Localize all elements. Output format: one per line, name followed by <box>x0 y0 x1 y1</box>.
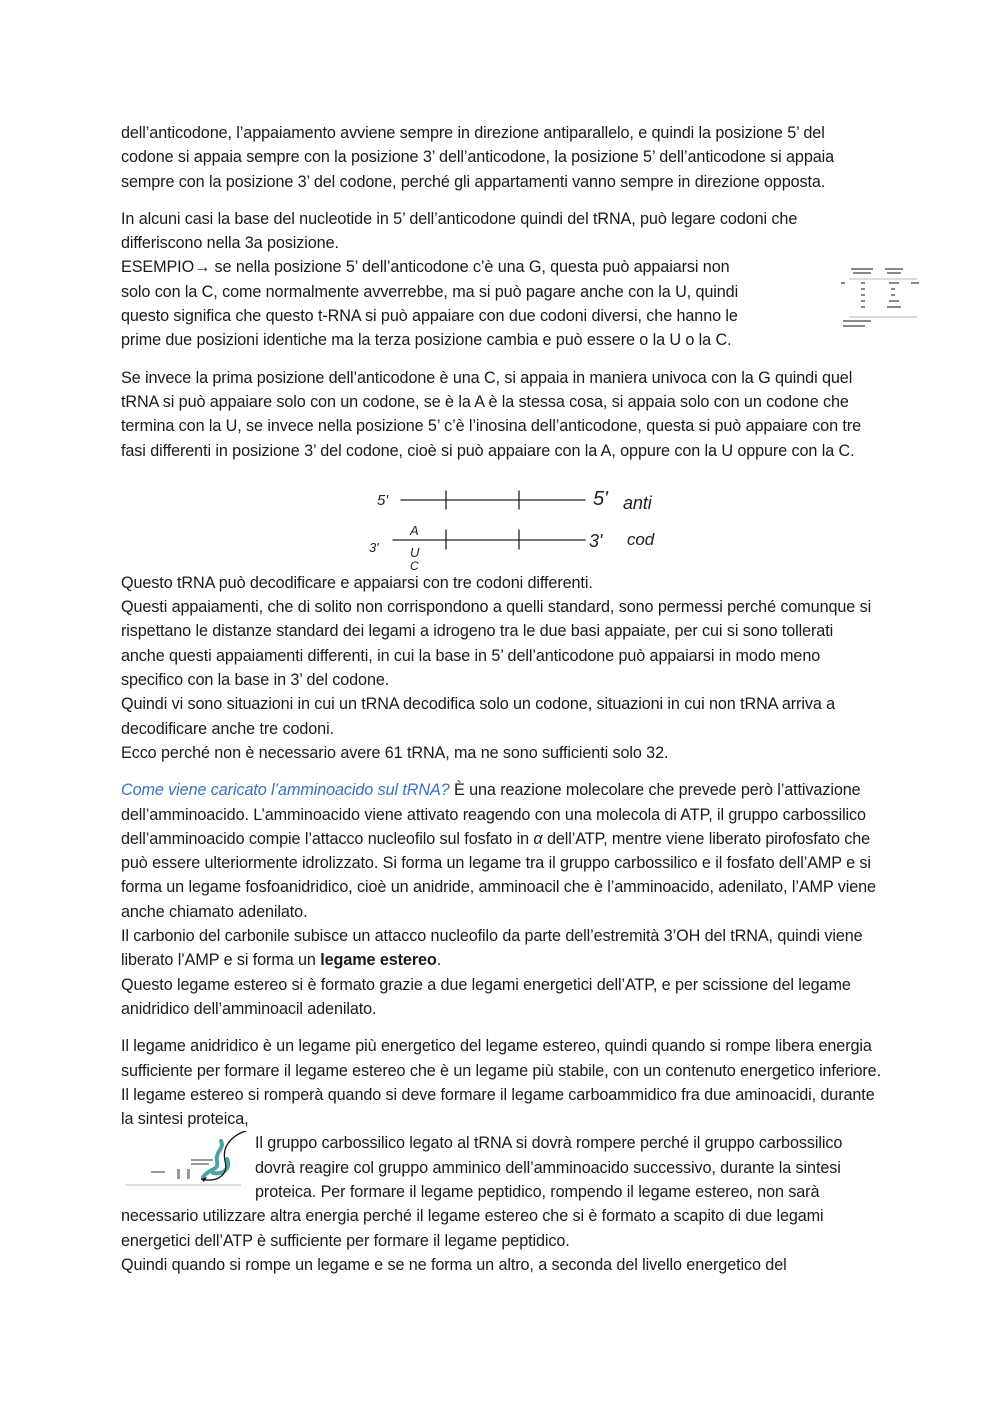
label-top-left: 5' <box>377 491 389 509</box>
base-c: C <box>410 558 419 571</box>
trna-figure <box>121 1131 247 1199</box>
wobble-table-thumbnail <box>841 265 921 333</box>
paragraph-decoding: Quindi vi sono situazioni in cui un tRNA decodifica solo un codone, situazioni in cui non tRNA arriva a decodificare anche tre codoni. <box>121 695 836 738</box>
paragraph-example <box>121 255 751 352</box>
base-u: U <box>410 544 420 560</box>
document-page <box>121 121 881 1277</box>
bold-ester-bond: legame estereo <box>320 951 437 970</box>
paragraph-anhydride: Il legame anidridico è un legame più energetico del legame estereo, quindi quando si rompe libera energia sufficiente per formare il legame estereo che è un legame più stabile, con un contenuto energetico inferiore. Il legame estereo si romperà quando si deve formare il legame carboammidico fra due aminoacidi, durante la sintesi proteica, <box>121 1037 881 1129</box>
paragraph-wobble-intro: In alcuni casi la base del nucleotide in 5’ dell’anticodone quindi del tRNA, può legare codoni che differiscono nella 3a posizione. <box>121 209 798 253</box>
example-label: ESEMPIO <box>121 258 195 277</box>
label-bottom-left: 3' <box>369 539 379 555</box>
anticodon-codon-sketch <box>121 467 881 571</box>
float-paragraph-block <box>121 1131 881 1252</box>
paragraph-ester-formation: Questo legame estereo si è formato grazie a due legami energetici dell’ATP, e per scissione del legame anidridico dell’amminoacil adenilato. <box>121 975 851 1018</box>
pairing-diagram <box>365 467 665 571</box>
paragraph-inosine: Se invece la prima posizione dell’anticodone è una C, si appaia in maniera univoca con la G quindi quel tRNA si può appaiare solo con un codone, se è la A è la stessa cosa, si appaia solo con un codone che termina con la U, se invece nella posizione 5’ c’è l’inosina dell’anticodone, questa si può appaiare con tre fasi differenti in posizione 3’ del codone, cioè si può appaiare con la A, oppure con la U oppure con la C. <box>121 368 861 460</box>
question-heading: Come viene caricato l’amminoacido sul tRNA? <box>121 781 450 800</box>
paragraph-aminoacid-loading: Come viene caricato l’amminoacido sul tRNA? È una reazione molecolare che prevede però l’attivazione dell’amminoacido. L’amminoacido viene attivato reagendo con una molecola di ATP, il gruppo carbossilico dell’amminoacido compie l’attacco nucleofilo sul fosfato in α dell’ATP, mentre viene liberato pirofosfato che può essere ulteriormente idrolizzato. Si forma un legame tra il gruppo carbossilico e il fosfato dell’AMP e si forma un legame fosfoanidridico, cioè un anidride, amminoacil che è l’amminoacido, adenilato, l’AMP viene anche chiamato adenilato. <box>121 781 876 921</box>
alpha-symbol: α <box>533 829 543 848</box>
example-block <box>121 255 881 352</box>
paragraph-antiparallel: dell’anticodone, l’appaiamento avviene sempre in direzione antiparallelo, e quindi la posizione 5’ del codone si appaia sempre con la posizione 3’ dell’anticodone, la posizione 5’ dell’anticodone si appaia sempre con la posizione 3’ del codone, perché gli appartamenti vanno sempre in direzione opposta. <box>121 124 835 191</box>
example-text: se nella posizione 5’ dell’anticodone c’è una G, questa può appaiarsi non solo con la C, come normalmente avverrebbe, ma si può pagare anche con la U, quindi questo significa che questo t-RNA si può appaiare con due codoni diversi, che hanno le prime due posizioni identiche ma la terza posizione cambia e può essere o la U o la C. <box>121 258 739 350</box>
paragraph-ester-bond: Il carbonio del carbonile subisce un attacco nucleofilo da parte dell’estremità 3’OH del tRNA, quindi viene liberato l’AMP e si forma un legame estereo. <box>121 927 863 970</box>
paragraph-trna-count: Ecco perché non è necessario avere 61 tRNA, ma ne sono sufficienti solo 32. <box>121 743 669 762</box>
arrow-icon: → <box>194 258 211 277</box>
label-anti: anti <box>623 492 652 513</box>
paragraph-hydrogen-bonds: Questi appaiamenti, che di solito non corrispondono a quelli standard, sono permessi perché comunque si rispettano le distanze standard dei legami a idrogeno tra le due basi appaiate, per cui si sono tollerati anche questi appaiamenti differenti, in cui la base in 5’ dell’anticodone può appaiarsi in modo meno specifico con la base in 3’ del codone. <box>121 598 872 690</box>
label-top-right: 5' <box>593 487 608 510</box>
label-cod: cod <box>627 529 655 549</box>
paragraph-final: Quindi quando si rompe un legame e se ne forma un altro, a seconda del livello energetico del <box>121 1255 787 1274</box>
paragraph-peptide-bond: Il gruppo carbossilico legato al tRNA si dovrà rompere perché il gruppo carbossilico dovrà reagire col gruppo amminico dell’amminoacido successivo, durante la sintesi proteica. Per formare il legame peptidico, rompendo il legame estereo, non sarà necessario utilizzare altra energia perché il legame estereo che si è formato a scapito di due legami energetici dell’ATP è sufficiente per formare il legame peptidico. <box>121 1134 843 1250</box>
label-bottom-right: 3' <box>589 530 603 551</box>
paragraph-three-codons: Questo tRNA può decodificare e appaiarsi con tre codoni differenti. <box>121 573 593 592</box>
base-a: A <box>410 522 419 538</box>
